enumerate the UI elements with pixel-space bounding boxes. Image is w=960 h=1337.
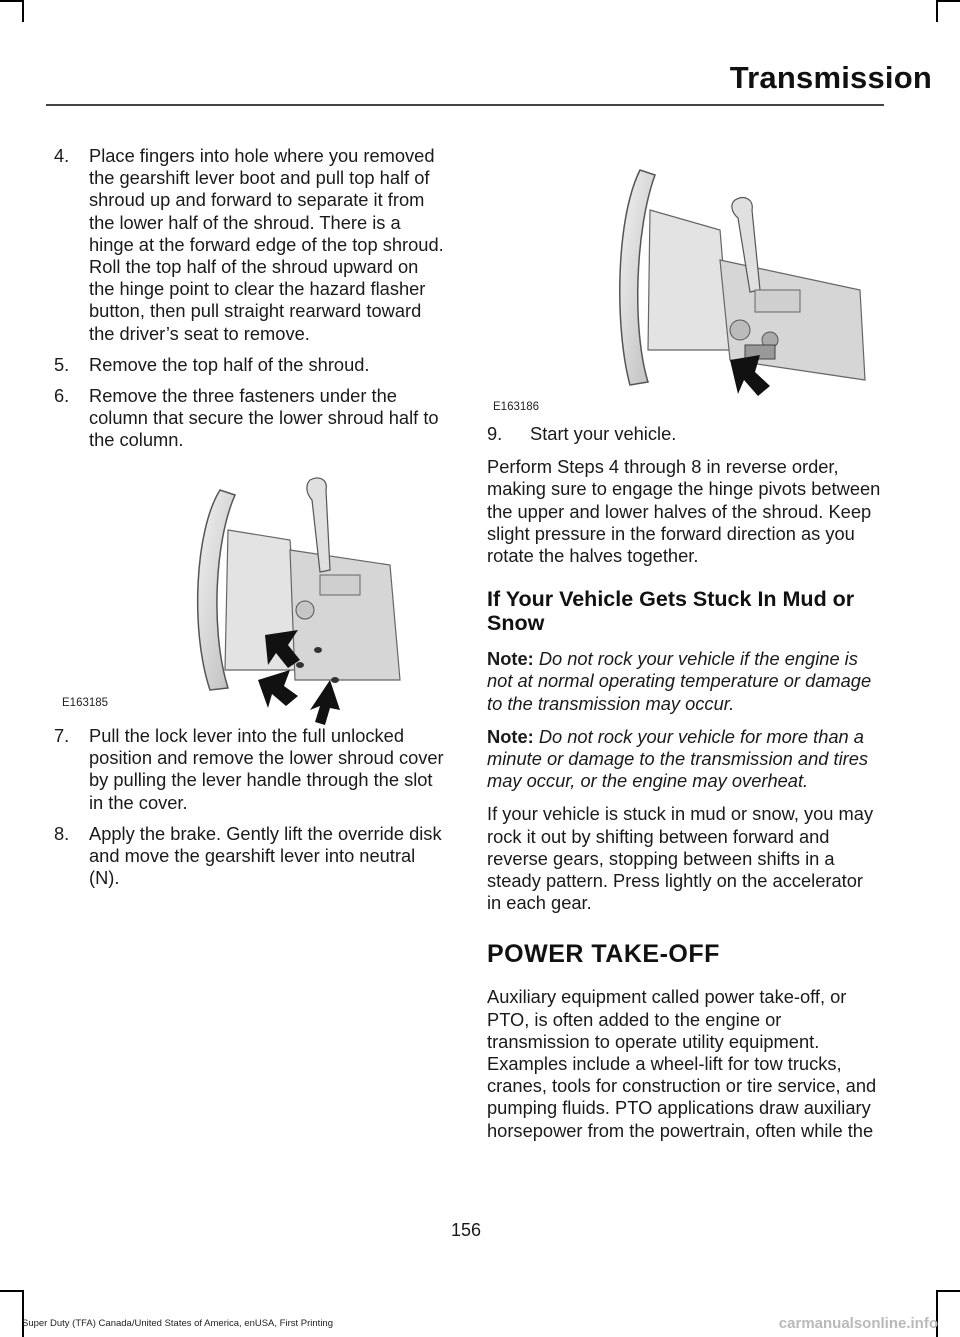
figure-code: E163185 (62, 697, 109, 709)
section-heading: POWER TAKE-OFF (487, 940, 720, 969)
step-item (487, 423, 881, 445)
crop-mark (22, 1290, 24, 1337)
paragraph: If your vehicle is stuck in mud or snow, you may rock it out by shifting between forward and reverse gears, stopping between shifts in a steady pattern. Press lightly on the accelerator in each gear. (487, 803, 874, 914)
page-number: 156 (450, 1220, 482, 1240)
note (487, 648, 881, 715)
steering-column-illustration (610, 150, 885, 405)
step-text: Apply the brake. Gently lift the override disk and move the gearshift lever into neutral (N). (89, 822, 442, 889)
crop-mark (936, 0, 938, 22)
right-column (487, 423, 881, 1153)
step-number: 5. (54, 353, 70, 375)
crop-mark (22, 0, 24, 22)
step-text: Start your vehicle. (530, 423, 677, 444)
figure-code: E163186 (493, 401, 540, 413)
crop-mark (0, 0, 22, 2)
footer-text: Super Duty (TFA) Canada/United States of America, enUSA, First Printing (22, 1318, 333, 1329)
section-heading: If Your Vehicle Gets Stuck In Mud or Snow (487, 587, 855, 636)
figure-lock-lever (610, 150, 885, 405)
note-text: Do not rock your vehicle if the engine is not at normal operating temperature or damage to the transmission may occur. (487, 648, 872, 714)
crop-mark (0, 1290, 22, 1292)
step-item (46, 725, 448, 814)
page-title: Transmission (729, 60, 932, 95)
step-text: Remove the three fasteners under the column that secure the lower shroud half to the column. (89, 385, 439, 451)
crop-mark (938, 1290, 960, 1292)
note-label: Note: (487, 648, 534, 670)
step-item (46, 354, 448, 376)
step-number: 4. (54, 145, 70, 166)
steering-column-illustration (180, 470, 410, 725)
left-column-lower (46, 725, 448, 898)
crop-mark (938, 0, 960, 2)
arrow-icon (258, 670, 298, 708)
note-label: Note: (487, 725, 534, 747)
header-divider (46, 104, 884, 106)
step-item (46, 823, 448, 890)
step-number: 8. (54, 822, 70, 844)
step-number: 9. (487, 423, 503, 444)
watermark: carmanualsonline.info (778, 1315, 938, 1332)
note-text: Do not rock your vehicle for more than a minute or damage to the transmission and tires may occur, or the engine may overheat. (487, 725, 869, 792)
step-number: 6. (54, 385, 70, 407)
paragraph: Perform Steps 4 through 8 in reverse order, making sure to engage the hinge pivots between the upper and lower halves of the shroud. Keep slight pressure in the forward direction as you rotate the halves together. (487, 456, 881, 567)
note (487, 726, 881, 793)
left-column (46, 145, 448, 461)
step-text: Pull the lock lever into the full unlocked position and remove the lower shroud cover by pulling the lever handle through the slot in the cover. (89, 725, 444, 813)
paragraph: Auxiliary equipment called power take-off, or PTO, is often added to the engine or transmission to operate utility equipment. Examples include a wheel-lift for tow trucks, cranes, tools for construction or tire service, and pumping fluids. PTO applications draw auxiliary horsepower from the powertrain, often while the (487, 986, 877, 1141)
step-number: 7. (54, 725, 70, 746)
step-text: Place fingers into hole where you removed the gearshift lever boot and pull top half of shroud up and forward to separate it from the lower half of the shroud. There is a hinge at the forward edge of the top shroud. Roll the top half of the shroud upward on the hinge point to clear the hazard flasher button, then pull straight rearward toward the driver’s seat to remove. (89, 145, 444, 344)
arrow-icon (310, 680, 340, 725)
step-item (46, 145, 448, 345)
step-text: Remove the top half of the shroud. (89, 353, 370, 375)
step-item (46, 385, 448, 452)
figure-lower-shroud-fasteners (180, 470, 410, 725)
